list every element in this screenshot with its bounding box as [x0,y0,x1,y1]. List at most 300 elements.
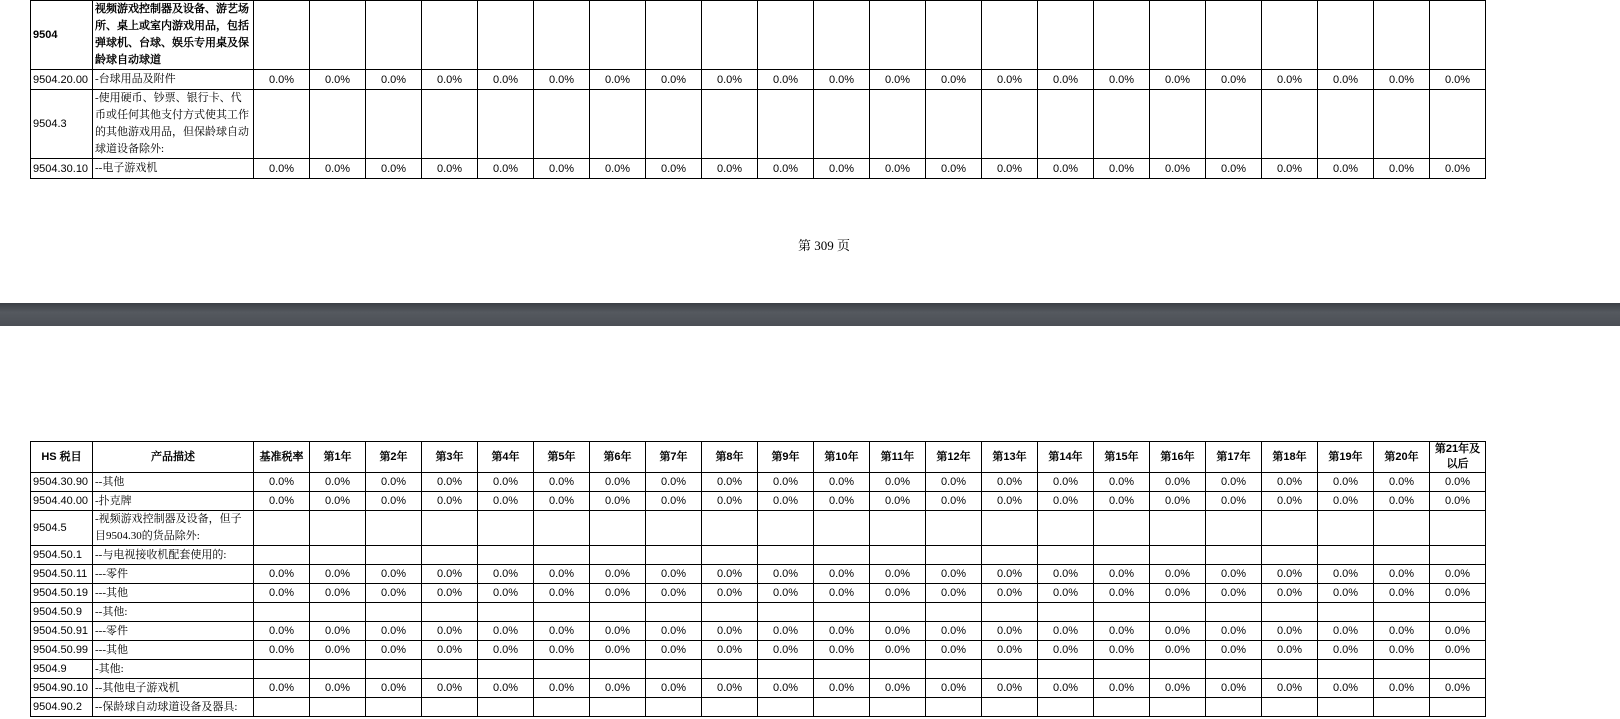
rate-cell [310,1,366,70]
rate-cell: 0.0% [702,584,758,603]
header-year: 第10年 [814,442,870,473]
tariff-table-page-309 [30,0,1486,179]
rate-cell: 0.0% [1206,622,1262,641]
rate-cell: 0.0% [926,584,982,603]
rate-cell: 0.0% [1038,565,1094,584]
rate-cell: 0.0% [982,473,1038,492]
rate-cell [478,90,534,159]
rate-cell: 0.0% [870,492,926,511]
rate-cell [646,511,702,546]
rate-cell [254,660,310,679]
rate-cell: 0.0% [534,622,590,641]
rate-cell [1318,660,1374,679]
header-year: 第7年 [646,442,702,473]
rate-cell: 0.0% [646,492,702,511]
rate-cell: 0.0% [1150,159,1206,179]
table-row [31,492,1486,511]
rate-cell: 0.0% [422,565,478,584]
rate-cell: 0.0% [758,70,814,90]
table-row [31,622,1486,641]
rate-cell: 0.0% [1206,584,1262,603]
rate-cell [646,698,702,717]
rate-cell [366,90,422,159]
rate-cell: 0.0% [422,159,478,179]
rate-cell: 0.0% [1318,641,1374,660]
rate-cell [310,660,366,679]
rate-cell: 0.0% [646,159,702,179]
rate-cell [254,698,310,717]
hs-code-cell: 9504.9 [31,660,93,679]
rate-cell [422,90,478,159]
rate-cell: 0.0% [254,473,310,492]
rate-cell: 0.0% [646,641,702,660]
header-year: 第19年 [1318,442,1374,473]
rate-cell: 0.0% [982,679,1038,698]
rate-cell: 0.0% [702,641,758,660]
rate-cell [1262,90,1318,159]
rate-cell: 0.0% [1318,473,1374,492]
rate-cell: 0.0% [478,70,534,90]
rate-cell [310,603,366,622]
rate-cell [1094,511,1150,546]
rate-cell [366,603,422,622]
rate-cell: 0.0% [534,565,590,584]
rate-cell [982,660,1038,679]
table-row [31,511,1486,546]
rate-cell: 0.0% [702,159,758,179]
header-year: 第12年 [926,442,982,473]
description-cell: ---零件 [93,622,254,641]
table-row [31,603,1486,622]
rate-cell [534,546,590,565]
rate-cell [254,511,310,546]
rate-cell: 0.0% [758,492,814,511]
rate-cell [758,660,814,679]
rate-cell: 0.0% [422,70,478,90]
rate-cell: 0.0% [1150,584,1206,603]
page-number: 第 309 页 [797,238,850,253]
rate-cell: 0.0% [1262,565,1318,584]
description-cell: -台球用品及附件 [93,70,254,90]
rate-cell: 0.0% [1430,584,1486,603]
rate-cell [1374,1,1430,70]
rate-cell [478,660,534,679]
rate-cell [590,1,646,70]
description-cell: --其他: [93,603,254,622]
rate-cell: 0.0% [1094,70,1150,90]
header-year: 第4年 [478,442,534,473]
rate-cell: 0.0% [1094,679,1150,698]
rate-cell: 0.0% [1038,159,1094,179]
header-description: 产品描述 [93,442,254,473]
rate-cell: 0.0% [478,473,534,492]
rate-cell: 0.0% [1374,641,1430,660]
rate-cell: 0.0% [758,159,814,179]
rate-cell: 0.0% [702,565,758,584]
rate-cell: 0.0% [814,473,870,492]
rate-cell: 0.0% [1094,473,1150,492]
rate-cell [1374,511,1430,546]
rate-cell [310,546,366,565]
rate-cell [702,603,758,622]
rate-cell [534,511,590,546]
rate-cell: 0.0% [590,622,646,641]
rate-cell: 0.0% [1318,565,1374,584]
rate-cell: 0.0% [702,492,758,511]
description-cell: --电子游戏机 [93,159,254,179]
hs-code-cell: 9504.90.2 [31,698,93,717]
rate-cell: 0.0% [254,70,310,90]
rate-cell: 0.0% [1430,492,1486,511]
rate-cell: 0.0% [1038,492,1094,511]
rate-cell [1374,660,1430,679]
rate-cell [1318,511,1374,546]
rate-cell [702,546,758,565]
rate-cell: 0.0% [646,584,702,603]
rate-cell: 0.0% [366,641,422,660]
rate-cell: 0.0% [1150,679,1206,698]
rate-cell: 0.0% [422,492,478,511]
rate-cell: 0.0% [1318,70,1374,90]
rate-cell [926,603,982,622]
rate-cell: 0.0% [870,622,926,641]
rate-cell [870,546,926,565]
rate-cell: 0.0% [366,492,422,511]
table-row [31,546,1486,565]
description-cell: ---零件 [93,565,254,584]
header-year: 第3年 [422,442,478,473]
rate-cell [1038,603,1094,622]
rate-cell: 0.0% [814,70,870,90]
rate-cell: 0.0% [1374,584,1430,603]
rate-cell [1374,90,1430,159]
rate-cell: 0.0% [1374,473,1430,492]
rate-cell: 0.0% [590,641,646,660]
rate-cell [982,90,1038,159]
table-row [31,159,1486,179]
rate-cell: 0.0% [1038,679,1094,698]
rate-cell: 0.0% [1038,473,1094,492]
rate-cell [534,603,590,622]
rate-cell: 0.0% [1430,622,1486,641]
rate-cell: 0.0% [478,492,534,511]
rate-cell: 0.0% [814,641,870,660]
rate-cell: 0.0% [646,70,702,90]
description-cell: -扑克牌 [93,492,254,511]
table-row [31,70,1486,90]
rate-cell: 0.0% [366,565,422,584]
rate-cell: 0.0% [478,679,534,698]
rate-cell [1150,1,1206,70]
header-year: 第2年 [366,442,422,473]
rate-cell [814,698,870,717]
description-cell: --其他电子游戏机 [93,679,254,698]
description-cell: --保龄球自动球道设备及器具: [93,698,254,717]
rate-cell [590,90,646,159]
rate-cell [758,546,814,565]
rate-cell [1430,1,1486,70]
rate-cell: 0.0% [1206,679,1262,698]
rate-cell: 0.0% [702,622,758,641]
header-year: 第21年及以后 [1430,442,1486,473]
rate-cell: 0.0% [758,622,814,641]
rate-cell: 0.0% [422,679,478,698]
rate-cell [1262,546,1318,565]
rate-cell [758,698,814,717]
rate-cell: 0.0% [926,473,982,492]
rate-cell [1206,698,1262,717]
hs-code-cell: 9504.90.10 [31,679,93,698]
rate-cell [982,698,1038,717]
rate-cell: 0.0% [982,159,1038,179]
rate-cell [254,90,310,159]
rate-cell: 0.0% [870,70,926,90]
rate-cell: 0.0% [1094,159,1150,179]
rate-cell: 0.0% [758,584,814,603]
rate-cell: 0.0% [1430,565,1486,584]
rate-cell: 0.0% [1206,473,1262,492]
hs-code-cell: 9504.30.10 [31,159,93,179]
description-cell: -其他: [93,660,254,679]
rate-cell: 0.0% [1150,473,1206,492]
hs-code-cell: 9504.5 [31,511,93,546]
rate-cell: 0.0% [982,622,1038,641]
rate-cell [1094,546,1150,565]
rate-cell: 0.0% [534,70,590,90]
rate-cell: 0.0% [1430,679,1486,698]
rate-cell [1262,603,1318,622]
rate-cell [870,511,926,546]
rate-cell: 0.0% [646,622,702,641]
rate-cell: 0.0% [1374,159,1430,179]
header-year: 第5年 [534,442,590,473]
rate-cell [758,603,814,622]
rate-cell: 0.0% [646,679,702,698]
rate-cell: 0.0% [1262,159,1318,179]
description-cell: -视频游戏控制器及设备，但子目9504.30的货品除外: [93,511,254,546]
rate-cell: 0.0% [1150,565,1206,584]
header-year: 第17年 [1206,442,1262,473]
rate-cell [590,603,646,622]
rate-cell [870,90,926,159]
table-row [31,1,1486,70]
rate-cell: 0.0% [478,159,534,179]
rate-cell [758,511,814,546]
rate-cell [1430,546,1486,565]
rate-cell: 0.0% [366,70,422,90]
rate-cell [702,1,758,70]
rate-cell: 0.0% [814,584,870,603]
rate-cell [366,660,422,679]
rate-cell: 0.0% [926,492,982,511]
rate-cell: 0.0% [758,679,814,698]
rate-cell [478,603,534,622]
rate-cell [1318,90,1374,159]
rate-cell: 0.0% [1206,159,1262,179]
rate-cell [646,660,702,679]
rate-cell [982,1,1038,70]
rate-cell [590,698,646,717]
rate-cell [1038,90,1094,159]
rate-cell: 0.0% [814,622,870,641]
rate-cell [310,511,366,546]
header-year: 第9年 [758,442,814,473]
rate-cell [646,90,702,159]
rate-cell [702,660,758,679]
rate-cell [1430,603,1486,622]
rate-cell: 0.0% [310,622,366,641]
hs-code-cell: 9504.3 [31,90,93,159]
rate-cell [366,698,422,717]
rate-cell: 0.0% [926,641,982,660]
rate-cell [1206,546,1262,565]
rate-cell: 0.0% [366,679,422,698]
rate-cell: 0.0% [1094,492,1150,511]
tariff-table-page-310 [30,441,1486,717]
rate-cell [870,660,926,679]
rate-cell [254,603,310,622]
rate-cell: 0.0% [926,622,982,641]
rate-cell [870,698,926,717]
rate-cell [590,660,646,679]
rate-cell [1374,603,1430,622]
rate-cell: 0.0% [1262,584,1318,603]
rate-cell: 0.0% [590,584,646,603]
rate-cell: 0.0% [702,679,758,698]
rate-cell: 0.0% [646,565,702,584]
rate-cell [590,511,646,546]
rate-cell: 0.0% [646,473,702,492]
rate-cell [1318,698,1374,717]
rate-cell: 0.0% [1150,492,1206,511]
rate-cell: 0.0% [1094,584,1150,603]
hs-code-cell: 9504.50.11 [31,565,93,584]
rate-cell: 0.0% [1094,565,1150,584]
description-cell: -使用硬币、钞票、银行卡、代币或任何其他支付方式使其工作的其他游戏用品，但保龄球自动球道设备除外: [93,90,254,159]
rate-cell: 0.0% [814,565,870,584]
rate-cell [1206,660,1262,679]
rate-cell: 0.0% [926,70,982,90]
rate-cell: 0.0% [814,492,870,511]
rate-cell: 0.0% [254,584,310,603]
rate-cell [1374,698,1430,717]
rate-cell: 0.0% [1094,622,1150,641]
rate-cell: 0.0% [534,641,590,660]
table-header-row [31,442,1486,473]
rate-cell: 0.0% [1150,622,1206,641]
rate-cell: 0.0% [1430,159,1486,179]
rate-cell [310,90,366,159]
rate-cell [702,90,758,159]
rate-cell: 0.0% [926,159,982,179]
rate-cell: 0.0% [422,622,478,641]
header-hs-code: HS 税目 [31,442,93,473]
rate-cell: 0.0% [926,679,982,698]
description-cell: ---其他 [93,584,254,603]
rate-cell [1150,546,1206,565]
rate-cell [1038,1,1094,70]
rate-cell: 0.0% [254,565,310,584]
rate-cell: 0.0% [982,70,1038,90]
rate-cell [870,1,926,70]
rate-cell [534,660,590,679]
rate-cell: 0.0% [1374,679,1430,698]
rate-cell [758,1,814,70]
rate-cell: 0.0% [1038,584,1094,603]
rate-cell [1150,603,1206,622]
table-row [31,641,1486,660]
hs-code-cell: 9504 [31,1,93,70]
header-year: 第18年 [1262,442,1318,473]
hs-code-cell: 9504.50.1 [31,546,93,565]
rate-cell: 0.0% [870,641,926,660]
rate-cell [366,1,422,70]
rate-cell: 0.0% [1374,492,1430,511]
rate-cell: 0.0% [590,492,646,511]
rate-cell: 0.0% [366,622,422,641]
rate-cell: 0.0% [1262,473,1318,492]
hs-code-cell: 9504.50.99 [31,641,93,660]
description-cell: ---其他 [93,641,254,660]
rate-cell: 0.0% [870,473,926,492]
table-row [31,679,1486,698]
rate-cell [422,660,478,679]
rate-cell: 0.0% [926,565,982,584]
rate-cell: 0.0% [1430,473,1486,492]
rate-cell: 0.0% [1430,70,1486,90]
rate-cell: 0.0% [814,159,870,179]
rate-cell [1430,698,1486,717]
rate-cell [422,698,478,717]
rate-cell [366,511,422,546]
header-year: 第6年 [590,442,646,473]
rate-cell [870,603,926,622]
rate-cell: 0.0% [870,565,926,584]
rate-cell: 0.0% [310,492,366,511]
rate-cell: 0.0% [310,565,366,584]
rate-cell [926,1,982,70]
rate-cell: 0.0% [1262,679,1318,698]
rate-cell [758,90,814,159]
rate-cell [478,546,534,565]
rate-cell [1262,660,1318,679]
rate-cell [702,511,758,546]
rate-cell: 0.0% [1374,622,1430,641]
rate-cell: 0.0% [870,584,926,603]
rate-cell: 0.0% [534,159,590,179]
rate-cell [1094,1,1150,70]
rate-cell: 0.0% [1318,622,1374,641]
rate-cell: 0.0% [254,641,310,660]
header-year: 第16年 [1150,442,1206,473]
rate-cell: 0.0% [590,679,646,698]
rate-cell: 0.0% [590,70,646,90]
rate-cell [1150,698,1206,717]
rate-cell [1318,603,1374,622]
header-year: 第11年 [870,442,926,473]
rate-cell [814,546,870,565]
rate-cell: 0.0% [590,159,646,179]
rate-cell [1430,660,1486,679]
rate-cell: 0.0% [310,584,366,603]
rate-cell [1318,1,1374,70]
rate-cell: 0.0% [982,565,1038,584]
rate-cell [366,546,422,565]
rate-cell [422,603,478,622]
rate-cell [422,1,478,70]
rate-cell: 0.0% [310,159,366,179]
rate-cell: 0.0% [1318,159,1374,179]
